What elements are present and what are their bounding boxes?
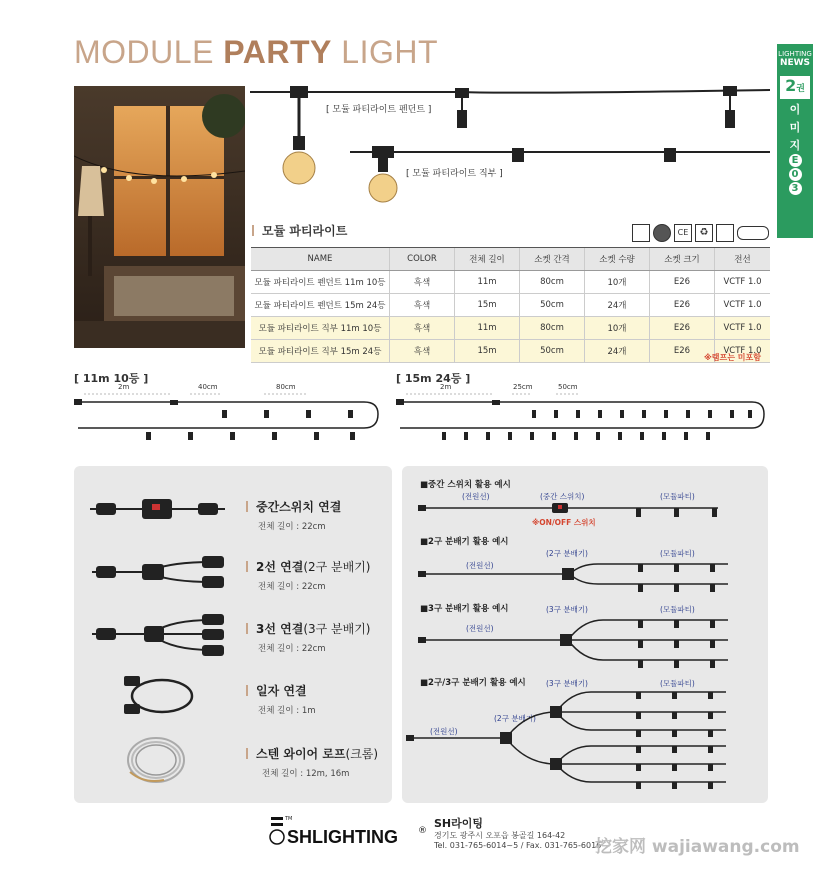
brand-name: SHLIGHTING — [287, 827, 398, 847]
patio-photo — [74, 86, 245, 348]
acc-split3-name — [246, 620, 371, 637]
acc-switch-bold: 중간스위치 연결 — [256, 500, 342, 514]
brand-registered: ® — [418, 826, 427, 836]
example-split2-module: (모듈파티) — [660, 549, 695, 558]
cell-size: E26 — [650, 294, 715, 317]
cell-spacing: 80cm — [520, 271, 585, 294]
example-split3-power: (전원선) — [466, 624, 494, 633]
col-wire: 전선 — [715, 248, 771, 271]
col-spacing: 소켓 간격 — [520, 248, 585, 271]
straight-cable-image — [118, 670, 198, 720]
acc-straight-bold: 일자 연결 — [256, 684, 307, 698]
acc-rope-rest: (크롬) — [345, 747, 379, 761]
spec-header-row — [251, 248, 770, 271]
acc-split3-bold: 3선 연결 — [256, 622, 304, 636]
side-tab-volume — [780, 76, 810, 99]
col-qty: 소켓 수량 — [585, 248, 650, 271]
package-cert-icon — [632, 224, 650, 242]
acc-rope-bold: 스텐 와이어 로프 — [256, 747, 346, 761]
section-side-tab — [777, 44, 813, 238]
spec-title-text: 모듈 파티라이트 — [262, 224, 348, 238]
acc-straight-name — [246, 682, 307, 699]
example-split2-diagram — [418, 556, 754, 596]
example-switch-module: (모듈파티) — [660, 492, 695, 501]
title-part-party: PARTY — [223, 34, 332, 70]
acc-rope-name — [246, 745, 378, 762]
acc-switch-length: 전체 길이 : 22cm — [258, 522, 326, 532]
example-combo-device3: (3구 분배기) — [546, 679, 588, 688]
diagram-right-lead: 2m — [440, 383, 452, 391]
example-split3-module: (모듈파티) — [660, 605, 695, 614]
side-tab-chapter-2: 미 — [789, 121, 801, 134]
acc-split2-bold: 2선 연결 — [256, 560, 304, 574]
title-bar — [246, 623, 248, 634]
example-switch-note: ※ON/OFF 스위치 — [532, 518, 596, 527]
title-bar — [246, 501, 248, 512]
side-tab-brand-news: NEWS — [779, 58, 811, 68]
cell-wire: VCTF 1.0 — [715, 271, 771, 294]
diagram-left-gap1: 40cm — [198, 383, 218, 391]
side-tab-chapter-1: 이 — [789, 103, 801, 116]
example-switch-power: (전원선) — [462, 492, 490, 501]
col-color: COLOR — [390, 248, 455, 271]
cell-length: 15m — [455, 340, 520, 363]
diagram-left-lead: 2m — [118, 383, 130, 391]
cell-spacing: 50cm — [520, 340, 585, 363]
cell-color: 흑색 — [390, 271, 455, 294]
example-split2-device: (2구 분배기) — [546, 549, 588, 558]
table-row — [251, 340, 770, 363]
acc-split3-length: 전체 길이 : 22cm — [258, 644, 326, 654]
title-bar — [252, 225, 254, 236]
cell-length: 15m — [455, 294, 520, 317]
example-combo-power: (전원선) — [430, 727, 458, 736]
cell-spacing: 50cm — [520, 294, 585, 317]
acc-straight-length: 전체 길이 : 1m — [258, 706, 316, 716]
recycle-icon: ♻ — [695, 224, 713, 242]
table-row — [251, 294, 770, 317]
diagram-right-title: [ 15m 24등 ] — [396, 372, 471, 385]
diagram-right-gap1: 25cm — [513, 383, 533, 391]
cell-length: 11m — [455, 317, 520, 340]
acc-split2-name — [246, 558, 371, 575]
cell-name: 모듈 파티라이트 직부 15m 24등 — [251, 340, 390, 363]
cell-qty: 24개 — [585, 340, 650, 363]
diagram-left-gap2: 80cm — [276, 383, 296, 391]
example-split3-diagram — [418, 612, 754, 670]
oval-cert-icon — [737, 226, 769, 240]
title-part-light: LIGHT — [331, 34, 438, 70]
two-way-splitter-image — [92, 552, 227, 592]
product-illustration — [250, 80, 770, 210]
side-tab-chapter-3: 지 — [789, 139, 801, 152]
col-size: 소켓 크기 — [650, 248, 715, 271]
cell-name: 모듈 파티라이트 직부 11m 10등 — [251, 317, 390, 340]
volume-unit: 권 — [796, 84, 805, 94]
title-bar — [246, 561, 248, 572]
cell-color: 흑색 — [390, 340, 455, 363]
example-split2-title: ■2구 분배기 활용 예시 — [420, 537, 509, 547]
example-combo-diagram — [406, 686, 756, 792]
table-row — [251, 271, 770, 294]
brand-tm: TM — [285, 816, 293, 822]
cell-qty: 10개 — [585, 317, 650, 340]
watermark: 挖家网 wajiawang.com — [595, 837, 800, 857]
side-tab-circle-3: 3 — [789, 182, 802, 195]
acc-rope-length: 전체 길이 : 12m, 16m — [262, 769, 350, 779]
title-bar — [246, 685, 248, 696]
example-switch-title: ■중간 스위치 활용 예시 — [420, 480, 511, 490]
cell-wire: VCTF 1.0 — [715, 317, 771, 340]
cell-size: E26 — [650, 317, 715, 340]
company-address: 경기도 광주시 오포읍 봉골길 164-42 — [434, 831, 566, 840]
acc-split2-length: 전체 길이 : 22cm — [258, 582, 326, 592]
spec-table-title — [252, 222, 347, 239]
switch-connector-image — [90, 494, 225, 524]
three-way-splitter-image — [92, 614, 227, 660]
cell-qty: 10개 — [585, 271, 650, 294]
cell-length: 11m — [455, 271, 520, 294]
side-tab-brand-small: LIGHTING — [778, 50, 812, 58]
cell-color: 흑색 — [390, 294, 455, 317]
cell-color: 흑색 — [390, 317, 455, 340]
page-title — [74, 34, 438, 71]
cell-name: 모듈 파티라이트 펜던트 15m 24등 — [251, 294, 390, 317]
example-combo-title: ■2구/3구 분배기 활용 예시 — [420, 678, 526, 688]
lamp-note: ※램프는 미포함 — [704, 353, 761, 362]
cell-wire: VCTF 1.0 — [715, 340, 771, 363]
col-length: 전체 길이 — [455, 248, 520, 271]
diagram-left-layout — [74, 390, 384, 450]
acc-switch-name — [246, 498, 341, 515]
side-tab-circle-e: E — [789, 154, 802, 167]
example-split2-power: (전원선) — [466, 561, 494, 570]
example-split3-device: (3구 분배기) — [546, 605, 588, 614]
diagram-right-layout — [396, 390, 768, 450]
cell-size: E26 — [650, 271, 715, 294]
kc-cert-icon — [653, 224, 671, 242]
example-switch-device: (중간 스위치) — [540, 492, 585, 501]
company-name: SH라이팅 — [434, 817, 484, 830]
cell-size: E26 — [650, 340, 715, 363]
certification-marks — [632, 224, 769, 242]
wire-rope-image — [124, 734, 188, 786]
ce-cert-icon: CE — [674, 224, 692, 242]
diagram-left-title: [ 11m 10등 ] — [74, 372, 149, 385]
k-cert-icon — [716, 224, 734, 242]
title-part-module: MODULE — [74, 34, 224, 70]
company-tel: Tel. 031-765-6014~5 / Fax. 031-765-6016 — [434, 841, 602, 850]
example-combo-module: (모듈파티) — [660, 679, 695, 688]
acc-split2-rest: (2구 분배기) — [303, 560, 371, 574]
example-split3-title: ■3구 분배기 활용 예시 — [420, 604, 509, 614]
col-name: NAME — [251, 248, 390, 271]
side-tab-circle-0: 0 — [789, 168, 802, 181]
cell-name: 모듈 파티라이트 펜던트 11m 10등 — [251, 271, 390, 294]
volume-number: 2 — [785, 76, 797, 95]
cell-spacing: 80cm — [520, 317, 585, 340]
cell-wire: VCTF 1.0 — [715, 294, 771, 317]
spec-table — [251, 247, 770, 363]
acc-split3-rest: (3구 분배기) — [303, 622, 371, 636]
example-combo-device2: (2구 분배기) — [494, 714, 536, 723]
title-bar — [246, 748, 248, 759]
table-row — [251, 317, 770, 340]
cell-qty: 24개 — [585, 294, 650, 317]
diagram-right-gap2: 50cm — [558, 383, 578, 391]
caption-pendant: [ 모듈 파티라이트 펜던트 ] — [326, 105, 432, 115]
caption-direct: [ 모듈 파티라이트 직부 ] — [406, 169, 503, 179]
brand-logo-icon — [268, 815, 286, 847]
